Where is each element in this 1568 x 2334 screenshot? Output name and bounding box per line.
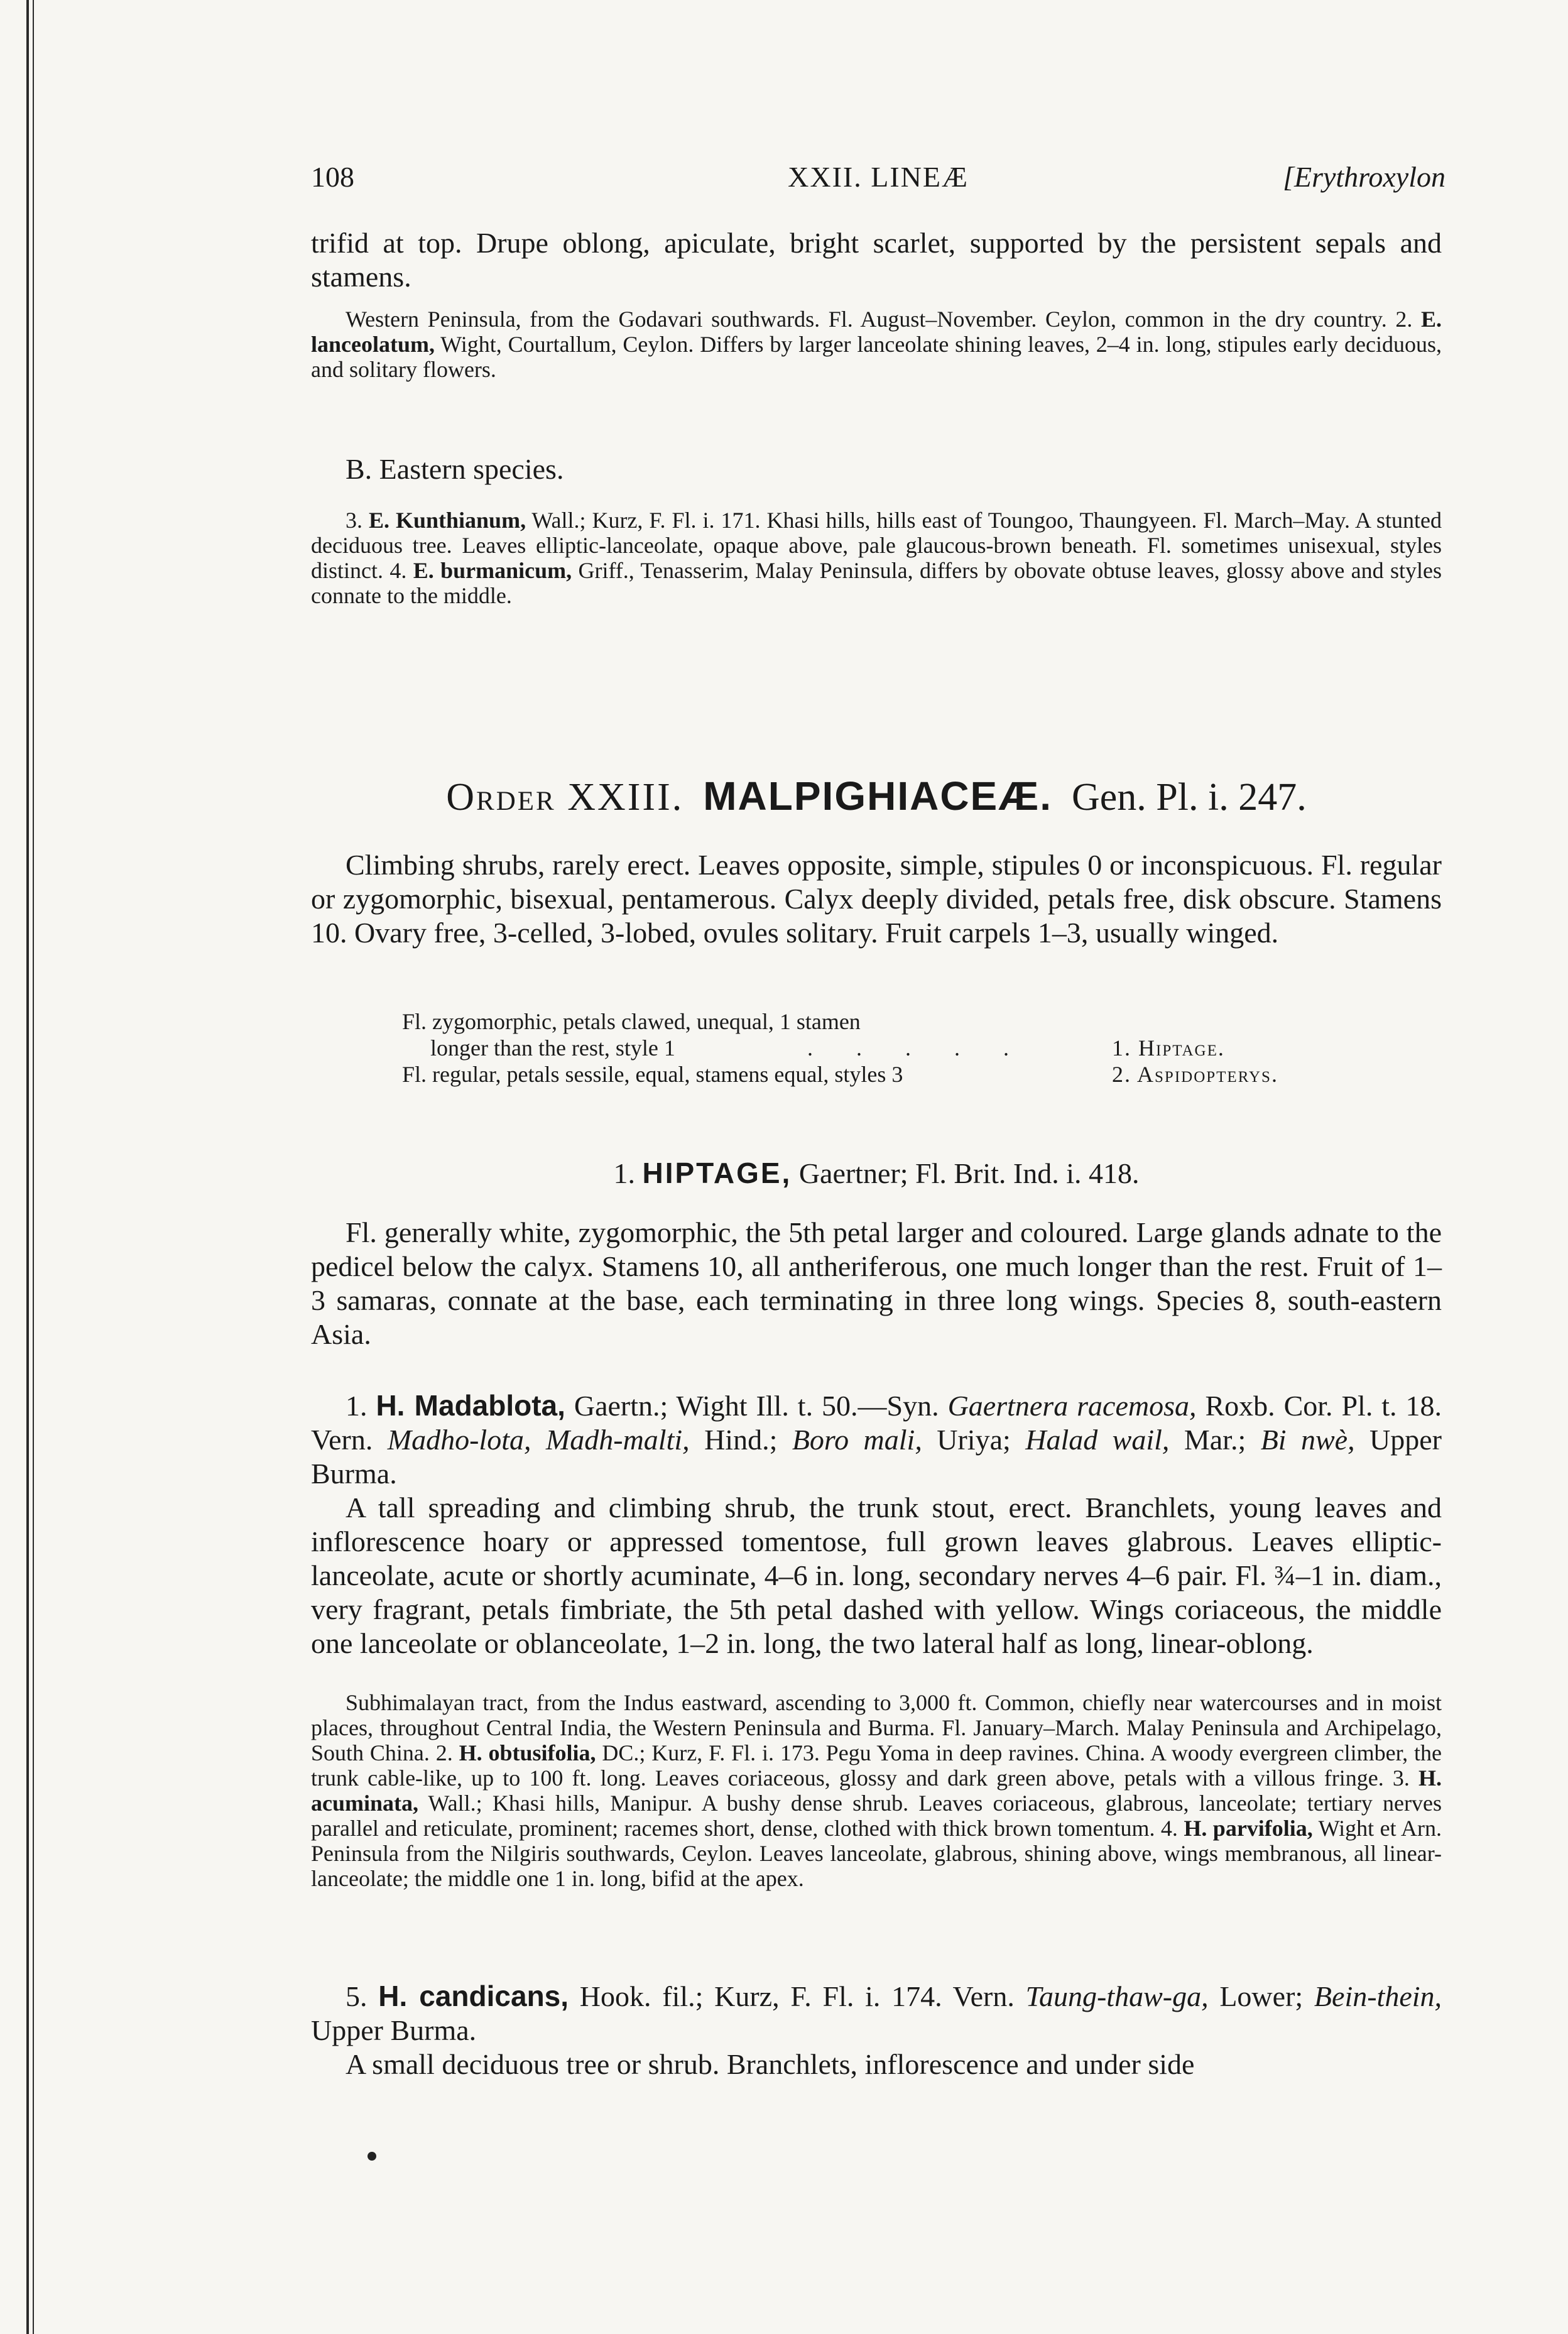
species-5-entry: 5. H. candicans, Hook. fil.; Kurz, F. Fl. i. 174. Vern. Taung-thaw-ga, Lower; Bein-thein, Upper Burma. A small deciduous tree or shrub. Branchlets, inflorescence and under side: [311, 1980, 1442, 2080]
order-label: Order XXIII.: [446, 776, 684, 819]
species-name: E. lanceolatum,: [311, 307, 1442, 357]
ink-blot: [368, 2152, 376, 2161]
key-row: Fl. regular, petals sessile, equal, stamens equal, styles 3 2. Aspidopterys.: [402, 1062, 1278, 1087]
family-name: MALPIGHIACEÆ.: [703, 773, 1052, 819]
species-name: H. obtusifolia,: [459, 1740, 596, 1765]
key-row: Fl. zygomorphic, petals clawed, unequal, 1 stamen: [402, 1009, 861, 1034]
species-1-distribution: Subhimalayan tract, from the Indus eastward, ascending to 3,000 ft. Common, chiefly near watercourses and in moist places, throughout Central India, the Western Peninsula and Burma. Fl. January–March. Malay Peninsula and Archipelago, South China. 2. H. obtusifolia, DC.; Kurz, F. Fl. i. 173. Pegu Yoma in deep ravines. China. A woody evergreen climber, the trunk cable-like, up to 100 ft. long. Leaves coriaceous, glossy and dark green above, petals with a villous fringe. 3. H. acuminata, Wall.; Khasi hills, Manipur. A bushy dense shrub. Leaves coriaceous, glabrous, lanceolate; tertiary nerves parallel and reticulate, prominent; racemes short, dense, clothed with thick brown tomentum. 4. H. parvifolia, Wight et Arn. Peninsula from the Nilgiris southwards, Ceylon. Leaves lanceolate, glabrous, shining above, wings membranous, all linear-lanceolate; the middle one 1 in. long, bifid at the apex.: [311, 1690, 1442, 1891]
species-name: H. Madablota,: [376, 1389, 565, 1422]
species-name: E. burmanicum,: [413, 558, 572, 583]
species-name: H. candicans,: [378, 1980, 569, 2012]
order-reference: Gen. Pl. i. 247.: [1072, 776, 1307, 819]
running-title: XXII. LINEÆ: [788, 161, 969, 193]
binding-edge-line: [26, 0, 29, 2334]
species-name: H. acuminata,: [311, 1765, 1442, 1816]
key-result: 2. Aspidopterys.: [1112, 1062, 1278, 1087]
key-result: 1. Hiptage.: [1112, 1035, 1225, 1061]
erythroxylon-distribution-note: Western Peninsula, from the Godavari southwards. Fl. August–November. Ceylon, common in the dry country. 2. E. lanceolatum, Wight, Courtallum, Ceylon. Differs by larger lanceolate shining leaves, 2–4 in. long, stipules early deciduous, and solitary flowers.: [311, 307, 1442, 382]
page-number: 108: [311, 161, 354, 193]
genus-name: HIPTAGE,: [642, 1157, 792, 1189]
species-name: E. Kunthianum,: [368, 508, 526, 533]
genus-heading: 1. HIPTAGE, Gaertner; Fl. Brit. Ind. i. 418.: [613, 1157, 1140, 1189]
subheading-eastern-species: B. Eastern species.: [346, 453, 564, 485]
genus-key: [402, 1008, 1344, 1088]
order-heading: [311, 773, 1442, 820]
genus-description: Fl. generally white, zygomorphic, the 5th petal larger and coloured. Large glands adnate to the pedicel below the calyx. Stamens 10, all antheriferous, one much longer than the rest. Fruit of 1–3 samaras, connate at the base, each terminating in three long wings. Species 8, south-eastern Asia.: [311, 1216, 1442, 1350]
continuation-paragraph: trifid at top. Drupe oblong, apiculate, bright scarlet, supported by the persistent sepals and stamens.: [311, 227, 1442, 293]
binding-edge-line-inner: [33, 0, 34, 2334]
species-5-description: A small deciduous tree or shrub. Branchlets, inflorescence and under side: [346, 2048, 1195, 2080]
key-row: longer than the rest, style 1 . . . . . 1. Hiptage.: [430, 1035, 1225, 1061]
species-1-entry: 1. H. Madablota, Gaertn.; Wight Ill. t. 50.—Syn. Gaertnera racemosa, Roxb. Cor. Pl. t. 18. Vern. Madho-lota, Madh-malti, Hind.; Boro mali, Uriya; Halad wail, Mar.; Bi nwè, Upper Burma. A tall spreading and climbing shrub, the trunk stout, erect. Branchlets, young leaves and inflorescence hoary or appressed tomentose, full grown leaves glabrous. Leaves elliptic-lanceolate, acute or shortly acuminate, 4–6 in. long, secondary nerves 4–6 pair. Fl. ¾–1 in. diam., very fragrant, petals fimbriate, the 5th petal dashed with yellow. Wings coriaceous, the middle one lanceolate or oblanceolate, 1–2 in. long, the two lateral half as long, linear-oblong.: [311, 1389, 1442, 1659]
eastern-species-note: 3. E. Kunthianum, Wall.; Kurz, F. Fl. i. 171. Khasi hills, hills east of Toungoo, Thaungyeen. Fl. March–May. A stunted deciduous tree. Leaves elliptic-lanceolate, opaque above, pale glaucous-brown beneath. Fl. sometimes unisexual, styles distinct. 4. E. burmanicum, Griff., Tenasserim, Malay Peninsula, differs by obovate obtuse leaves, glossy above and styles connate to the middle.: [311, 508, 1442, 608]
species-1-description: A tall spreading and climbing shrub, the trunk stout, erect. Branchlets, young leaves and inflorescence hoary or appressed tomentose, full grown leaves glabrous. Leaves elliptic-lanceolate, acute or shortly acuminate, 4–6 in. long, secondary nerves 4–6 pair. Fl. ¾–1 in. diam., very fragrant, petals fimbriate, the 5th petal dashed with yellow. Wings coriaceous, the middle one lanceolate or oblanceolate, 1–2 in. long, the two lateral half as long, linear-oblong.: [311, 1491, 1442, 1659]
order-description: Climbing shrubs, rarely erect. Leaves opposite, simple, stipules 0 or inconspicuous. Fl. regular or zygomorphic, bisexual, pentamerous. Calyx deeply divided, petals free, disk obscure. Stamens 10. Ovary free, 3-celled, 3-lobed, ovules solitary. Fruit carpels 1–3, usually winged.: [311, 849, 1442, 949]
running-genus: [Erythroxylon: [1283, 161, 1446, 193]
running-head: [311, 160, 1446, 204]
species-name: H. parvifolia,: [1184, 1816, 1313, 1841]
